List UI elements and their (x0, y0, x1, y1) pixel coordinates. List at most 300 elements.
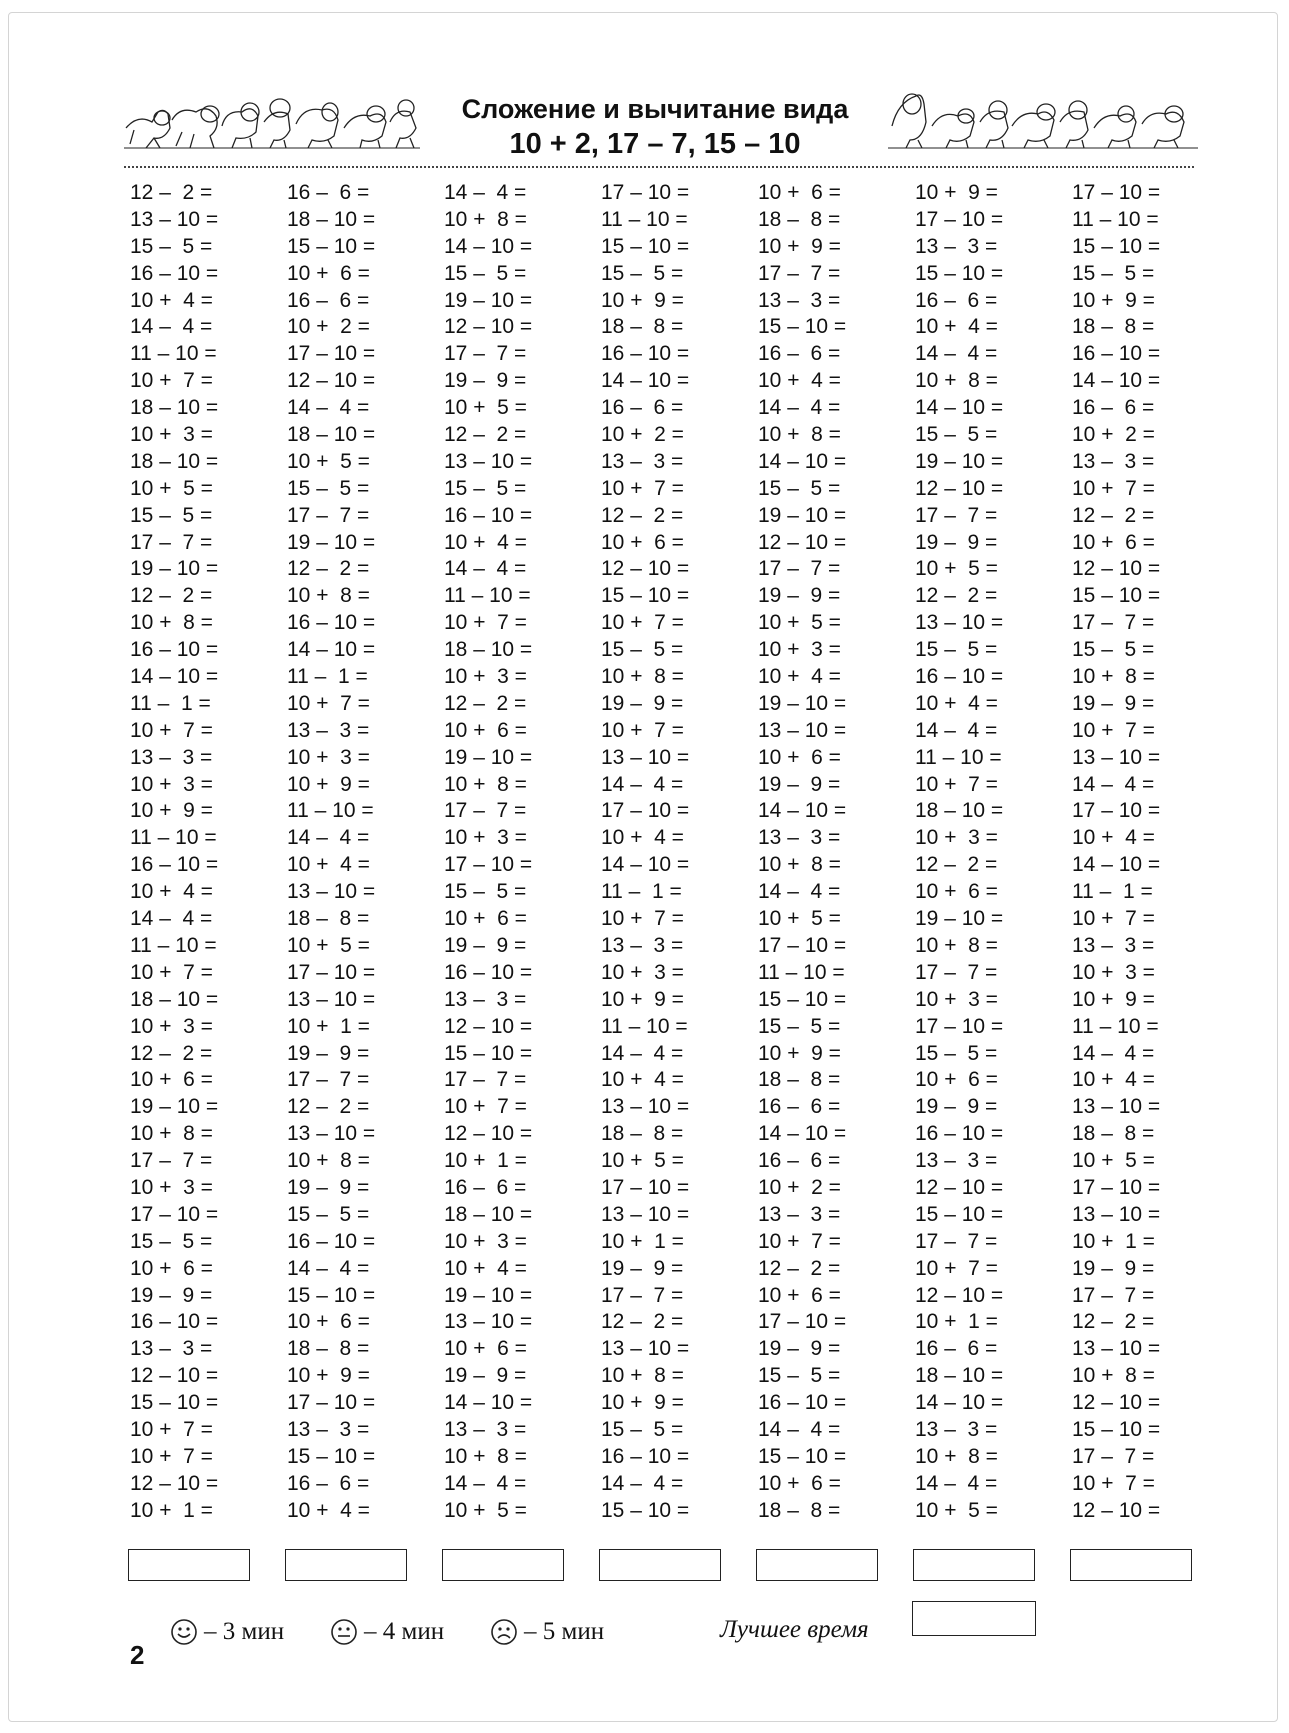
equation: 16 – 6 = (758, 1095, 841, 1119)
equation: 15 – 10 = (915, 261, 1004, 285)
equation: 18 – 10 = (287, 423, 376, 447)
equation: 14 – 4 = (758, 1417, 841, 1441)
equation: 12 – 2 = (130, 1041, 213, 1065)
equation: 11 – 10 = (130, 826, 217, 850)
equation: 10 + 5 = (915, 1498, 998, 1522)
equation: 12 – 10 = (130, 1471, 219, 1495)
equation: 15 – 10 = (758, 315, 847, 339)
equation: 18 – 10 = (130, 449, 219, 473)
equation: 15 – 5 = (915, 638, 998, 662)
equation: 16 – 6 = (1072, 396, 1155, 420)
equation: 10 + 2 = (287, 315, 370, 339)
equation: 12 – 2 = (287, 1095, 370, 1119)
equation: 13 – 10 = (287, 987, 376, 1011)
equation: 10 + 9 = (601, 288, 684, 312)
equation: 19 – 9 = (444, 1364, 527, 1388)
equation: 15 – 10 = (444, 1041, 533, 1065)
equation: 13 – 10 = (444, 1310, 533, 1334)
equation: 15 – 5 = (130, 234, 213, 258)
equation: 14 – 4 = (1072, 772, 1155, 796)
equation: 13 – 10 = (1072, 1095, 1161, 1119)
legend-slow (490, 1612, 604, 1652)
equation: 10 + 3 = (130, 1014, 213, 1038)
equation: 10 + 6 = (915, 1068, 998, 1092)
equation: 12 – 2 = (758, 1256, 841, 1280)
page-number: 2 (130, 1640, 145, 1670)
equation: 10 + 8 = (915, 1444, 998, 1468)
equation: 12 – 2 = (601, 503, 684, 527)
equation: 10 + 6 = (444, 1337, 527, 1361)
equation: 19 – 10 = (287, 530, 376, 554)
equation: 10 + 1 = (915, 1310, 998, 1334)
equation: 10 + 5 = (444, 396, 527, 420)
equation: 10 + 4 = (758, 665, 841, 689)
equation: 17 – 10 = (1072, 799, 1161, 823)
equation: 19 – 9 = (915, 530, 998, 554)
equation: 10 + 8 = (130, 1122, 213, 1146)
equation: 17 – 10 = (1072, 181, 1161, 204)
equation: 10 + 8 = (601, 1364, 684, 1388)
equation: 15 – 5 = (915, 1041, 998, 1065)
equation: 13 – 3 = (287, 1417, 370, 1441)
equation: 19 – 10 = (758, 691, 847, 715)
equation: 10 + 4 = (444, 1256, 527, 1280)
equation: 10 + 7 = (601, 611, 684, 635)
equation: 14 – 10 = (287, 638, 376, 662)
equation-column-5 (758, 180, 908, 1525)
equation: 16 – 6 = (444, 1175, 527, 1199)
equation: 14 – 10 = (1072, 369, 1161, 393)
equation: 10 + 6 = (758, 181, 841, 204)
equation: 10 + 9 = (915, 181, 998, 204)
equation: 10 + 3 = (287, 745, 370, 769)
equation: 10 + 4 = (758, 369, 841, 393)
equation: 10 + 7 = (1072, 718, 1155, 742)
equation: 18 – 8 = (601, 1122, 684, 1146)
equation: 14 – 10 = (130, 665, 219, 689)
equation: 10 + 6 = (915, 880, 998, 904)
equation: 10 + 4 = (1072, 826, 1155, 850)
equation: 16 – 10 = (915, 1122, 1004, 1146)
equation: 12 – 10 = (444, 315, 533, 339)
equation: 13 – 3 = (758, 826, 841, 850)
equation: 12 – 10 = (915, 1283, 1004, 1307)
equation: 10 + 5 = (130, 476, 213, 500)
equation: 14 – 4 = (287, 826, 370, 850)
equation: 10 + 5 = (601, 1149, 684, 1173)
equation: 15 – 10 = (1072, 1417, 1161, 1441)
equation: 13 – 3 = (758, 288, 841, 312)
time-box-column-1[interactable] (128, 1549, 250, 1581)
equation: 15 – 5 = (758, 1014, 841, 1038)
equation: 17 – 10 = (130, 1202, 219, 1226)
equation: 19 – 9 = (758, 584, 841, 608)
equation: 18 – 8 = (1072, 1122, 1155, 1146)
equation: 12 – 10 = (1072, 1498, 1161, 1522)
equation: 19 – 9 = (601, 1256, 684, 1280)
equation: 13 – 3 = (1072, 449, 1155, 473)
equation: 10 + 8 = (915, 933, 998, 957)
equation: 16 – 10 = (915, 665, 1004, 689)
legend-fast (170, 1612, 284, 1652)
equation: 15 – 10 = (758, 1444, 847, 1468)
equation: 10 + 7 = (287, 691, 370, 715)
equation: 17 – 10 = (758, 933, 847, 957)
equation: 13 – 3 = (287, 718, 370, 742)
equation: 10 + 7 = (444, 611, 527, 635)
equation: 19 – 9 = (1072, 1256, 1155, 1280)
equation: 10 + 5 = (287, 933, 370, 957)
equation: 10 + 4 = (444, 530, 527, 554)
equation: 17 – 7 = (130, 530, 213, 554)
best-time-label: Лучшее время (720, 1616, 869, 1643)
equation: 17 – 7 = (758, 261, 841, 285)
equation: 19 – 10 = (915, 449, 1004, 473)
equation: 10 + 6 = (758, 1471, 841, 1495)
equation: 10 + 6 = (1072, 530, 1155, 554)
equation: 15 – 5 = (601, 638, 684, 662)
equation: 17 – 7 = (444, 1068, 527, 1092)
legend-fast-label: – 3 мин (204, 1618, 285, 1645)
equation: 10 + 6 = (130, 1068, 213, 1092)
equation: 10 + 8 = (287, 1149, 370, 1173)
equation: 10 + 7 = (1072, 1471, 1155, 1495)
time-box-column-6[interactable] (913, 1549, 1035, 1581)
equation: 14 – 4 = (915, 342, 998, 366)
equation: 11 – 10 = (601, 1014, 688, 1038)
equation: 12 – 10 = (601, 557, 690, 581)
equation: 16 – 10 = (287, 611, 376, 635)
equation: 14 – 4 = (1072, 1041, 1155, 1065)
dogs-illustration-left (124, 82, 420, 152)
equation: 14 – 10 = (758, 1122, 847, 1146)
equation: 14 – 4 = (444, 181, 527, 204)
equation: 10 + 1 = (130, 1498, 213, 1522)
equation: 13 – 10 = (601, 745, 690, 769)
equation: 13 – 3 = (601, 933, 684, 957)
equation: 11 – 10 = (601, 207, 688, 231)
equation: 13 – 10 = (601, 1202, 690, 1226)
equation: 17 – 7 = (444, 799, 527, 823)
time-box-column-7[interactable] (1070, 1549, 1192, 1581)
equation: 16 – 6 = (915, 288, 998, 312)
equation: 16 – 10 = (130, 1310, 219, 1334)
equation: 10 + 1 = (1072, 1229, 1155, 1253)
equation: 10 + 4 = (915, 691, 998, 715)
equation: 15 – 5 = (287, 1202, 370, 1226)
equation: 11 – 10 = (130, 933, 217, 957)
equation: 16 – 10 = (601, 1444, 690, 1468)
equation: 10 + 3 = (758, 638, 841, 662)
equation: 17 – 10 = (915, 207, 1004, 231)
legend-slow-label: – 5 мин (524, 1618, 605, 1645)
equation: 10 + 7 = (1072, 476, 1155, 500)
equation: 17 – 7 = (758, 557, 841, 581)
equation: 12 – 2 = (444, 691, 527, 715)
equation: 13 – 10 = (1072, 745, 1161, 769)
equation: 13 – 3 = (1072, 933, 1155, 957)
equation: 13 – 10 = (130, 207, 219, 231)
equation: 16 – 6 = (758, 1149, 841, 1173)
equation: 10 + 3 = (130, 772, 213, 796)
equation-column-4 (601, 180, 751, 1525)
equation: 12 – 10 = (444, 1014, 533, 1038)
equation: 18 – 10 = (444, 1202, 533, 1226)
equation: 15 – 5 = (1072, 638, 1155, 662)
equation: 14 – 4 = (758, 396, 841, 420)
equation: 10 + 5 = (758, 907, 841, 931)
equation: 10 + 7 = (1072, 907, 1155, 931)
equation: 11 – 10 = (1072, 1014, 1159, 1038)
equation: 10 + 8 = (1072, 665, 1155, 689)
equation: 17 – 10 = (287, 1391, 376, 1415)
equation: 10 + 7 = (130, 369, 213, 393)
equation: 15 – 5 = (130, 503, 213, 527)
equation: 16 – 6 = (287, 288, 370, 312)
equation: 14 – 4 = (444, 557, 527, 581)
equation: 10 + 5 = (444, 1498, 527, 1522)
equation: 15 – 10 = (1072, 234, 1161, 258)
equation: 12 – 10 = (758, 530, 847, 554)
equation: 13 – 10 = (287, 1122, 376, 1146)
equation: 19 – 9 = (444, 933, 527, 957)
dogs-illustration-right (888, 82, 1198, 152)
equation: 16 – 10 = (130, 261, 219, 285)
equation: 15 – 10 = (1072, 584, 1161, 608)
equation: 15 – 10 = (287, 1444, 376, 1468)
legend-medium (330, 1612, 444, 1652)
equation: 10 + 2 = (601, 423, 684, 447)
equation: 11 – 1 = (130, 691, 211, 715)
equation: 15 – 10 = (601, 234, 690, 258)
equation: 12 – 10 = (444, 1122, 533, 1146)
equation-column-3 (444, 180, 594, 1525)
equation: 15 – 5 = (1072, 261, 1155, 285)
equation: 14 – 10 = (444, 1391, 533, 1415)
equation: 19 – 9 = (601, 691, 684, 715)
equation: 10 + 5 = (758, 611, 841, 635)
equation: 14 – 4 = (287, 396, 370, 420)
equation: 10 + 9 = (287, 1364, 370, 1388)
equation: 16 – 6 = (601, 396, 684, 420)
equation: 10 + 7 = (915, 1256, 998, 1280)
equation: 10 + 6 = (444, 907, 527, 931)
equation: 10 + 7 = (130, 960, 213, 984)
equation: 16 – 10 = (130, 638, 219, 662)
equation: 16 – 10 = (287, 1229, 376, 1253)
equation: 14 – 10 = (758, 449, 847, 473)
equation: 14 – 10 = (444, 234, 533, 258)
time-box-column-2[interactable] (285, 1549, 407, 1581)
equation: 14 – 4 = (915, 718, 998, 742)
equation: 11 – 10 = (130, 342, 217, 366)
equation: 10 + 1 = (601, 1229, 684, 1253)
equation: 11 – 1 = (601, 880, 682, 904)
equation: 17 – 10 = (287, 960, 376, 984)
equation: 10 + 4 = (915, 315, 998, 339)
equation: 10 + 4 = (130, 880, 213, 904)
equation: 15 – 5 = (758, 1364, 841, 1388)
equation: 13 – 3 = (444, 987, 527, 1011)
equation: 10 + 4 = (601, 826, 684, 850)
equation: 10 + 5 = (287, 449, 370, 473)
equation: 11 – 1 = (287, 665, 368, 689)
equation: 14 – 10 = (601, 853, 690, 877)
equation: 15 – 5 = (444, 261, 527, 285)
equation: 17 – 7 = (915, 1229, 998, 1253)
equation: 10 + 4 = (601, 1068, 684, 1092)
equation: 15 – 10 = (601, 1498, 690, 1522)
equation: 19 – 9 = (758, 1337, 841, 1361)
equation: 10 + 8 = (758, 423, 841, 447)
equation: 12 – 2 = (130, 181, 213, 204)
equation: 14 – 10 = (758, 799, 847, 823)
equation: 10 + 6 = (444, 718, 527, 742)
time-box-column-5[interactable] (756, 1549, 878, 1581)
equation: 10 + 6 = (130, 1256, 213, 1280)
equation: 17 – 10 = (444, 853, 533, 877)
equation: 10 + 7 = (130, 1444, 213, 1468)
equation: 15 – 5 = (287, 476, 370, 500)
equation: 13 – 10 = (1072, 1202, 1161, 1226)
equation-column-1 (130, 180, 280, 1525)
equation: 10 + 8 = (444, 772, 527, 796)
equation: 19 – 10 = (130, 1095, 219, 1119)
title-line-2: 10 + 2, 17 – 7, 15 – 10 (509, 128, 801, 160)
equation: 10 + 3 = (444, 826, 527, 850)
equation: 17 – 7 = (1072, 1444, 1155, 1468)
equation: 15 – 10 = (601, 584, 690, 608)
smiley-happy-icon (170, 1618, 198, 1646)
equation: 10 + 8 = (1072, 1364, 1155, 1388)
equation: 10 + 9 = (758, 234, 841, 258)
equation: 10 + 8 = (915, 369, 998, 393)
equation: 10 + 1 = (287, 1014, 370, 1038)
equation: 17 – 10 = (758, 1310, 847, 1334)
equation: 10 + 5 = (1072, 1149, 1155, 1173)
equation: 10 + 3 = (444, 1229, 527, 1253)
equation: 12 – 2 = (1072, 1310, 1155, 1334)
equation: 16 – 10 = (444, 503, 533, 527)
equation: 15 – 5 = (444, 476, 527, 500)
equation: 19 – 9 = (1072, 691, 1155, 715)
equation: 17 – 7 = (1072, 1283, 1155, 1307)
equation: 10 + 8 = (444, 207, 527, 231)
smiley-sad-icon (490, 1618, 518, 1646)
equation: 10 + 6 = (601, 530, 684, 554)
equation: 14 – 4 = (130, 907, 213, 931)
equation: 15 – 10 = (287, 1283, 376, 1307)
equation: 10 + 6 = (287, 1310, 370, 1334)
equation: 12 – 2 = (1072, 503, 1155, 527)
equation: 18 – 8 = (287, 1337, 370, 1361)
equation: 13 – 10 = (915, 611, 1004, 635)
equation: 14 – 4 = (130, 315, 213, 339)
equation: 10 + 7 = (444, 1095, 527, 1119)
equation: 10 + 2 = (1072, 423, 1155, 447)
worksheet-title (420, 92, 890, 162)
equation: 16 – 6 = (758, 342, 841, 366)
equation: 12 – 10 = (1072, 557, 1161, 581)
equation: 14 – 4 = (601, 1041, 684, 1065)
equation-column-2 (287, 180, 437, 1525)
equation: 10 + 3 = (601, 960, 684, 984)
equation: 19 – 9 = (758, 772, 841, 796)
equation: 13 – 3 = (758, 1202, 841, 1226)
equation: 13 – 10 = (601, 1095, 690, 1119)
equation: 12 – 10 = (915, 1175, 1004, 1199)
equation: 17 – 10 = (915, 1014, 1004, 1038)
smiley-neutral-icon (330, 1618, 358, 1646)
equation: 10 + 7 = (915, 772, 998, 796)
equation: 10 + 9 = (130, 799, 213, 823)
equation: 10 + 6 = (758, 1283, 841, 1307)
equation: 19 – 9 = (287, 1041, 370, 1065)
equation: 19 – 9 = (130, 1283, 213, 1307)
equation-column-6 (915, 180, 1065, 1525)
legend-medium-label: – 4 мин (364, 1618, 445, 1645)
equation: 18 – 8 = (287, 907, 370, 931)
equation: 10 + 2 = (758, 1175, 841, 1199)
equation: 15 – 5 = (758, 476, 841, 500)
equation: 15 – 10 = (915, 1202, 1004, 1226)
equation: 17 – 10 = (601, 799, 690, 823)
equation: 11 – 10 = (1072, 207, 1159, 231)
equation: 10 + 9 = (601, 987, 684, 1011)
equation: 13 – 3 = (130, 1337, 213, 1361)
equation: 12 – 2 = (287, 557, 370, 581)
equation: 10 + 1 = (444, 1149, 527, 1173)
equation: 14 – 4 = (444, 1471, 527, 1495)
equation: 16 – 6 = (915, 1337, 998, 1361)
equation: 10 + 9 = (758, 1041, 841, 1065)
equation: 10 + 9 = (1072, 288, 1155, 312)
equation: 15 – 10 = (130, 1391, 219, 1415)
equation: 11 – 10 = (287, 799, 374, 823)
equation: 15 – 5 = (601, 261, 684, 285)
equation: 10 + 7 = (601, 718, 684, 742)
equation: 14 – 4 = (915, 1471, 998, 1495)
equation: 10 + 8 = (601, 665, 684, 689)
time-box-column-4[interactable] (599, 1549, 721, 1581)
equation: 15 – 5 = (444, 880, 527, 904)
equation: 19 – 9 = (287, 1175, 370, 1199)
equation: 10 + 6 = (287, 261, 370, 285)
equation: 13 – 3 = (915, 1149, 998, 1173)
equation: 12 – 2 = (130, 584, 213, 608)
equation: 15 – 10 = (758, 987, 847, 1011)
equation: 17 – 7 = (601, 1283, 684, 1307)
equation: 16 – 10 = (444, 960, 533, 984)
equation: 17 – 7 = (1072, 611, 1155, 635)
equation: 18 – 10 = (130, 987, 219, 1011)
equation: 17 – 7 = (130, 1149, 213, 1173)
equation: 15 – 10 = (287, 234, 376, 258)
best-time-box[interactable] (912, 1601, 1036, 1636)
equation: 15 – 5 = (915, 423, 998, 447)
equation: 10 + 7 = (601, 476, 684, 500)
equation: 17 – 10 = (601, 1175, 690, 1199)
equation: 12 – 2 = (915, 853, 998, 877)
equation: 14 – 4 = (601, 772, 684, 796)
equation: 12 – 10 = (1072, 1391, 1161, 1415)
header-divider (124, 166, 1194, 168)
equation: 18 – 10 = (915, 799, 1004, 823)
equation: 19 – 10 = (444, 745, 533, 769)
time-box-column-3[interactable] (442, 1549, 564, 1581)
equation: 13 – 10 = (1072, 1337, 1161, 1361)
equation: 18 – 8 = (601, 315, 684, 339)
